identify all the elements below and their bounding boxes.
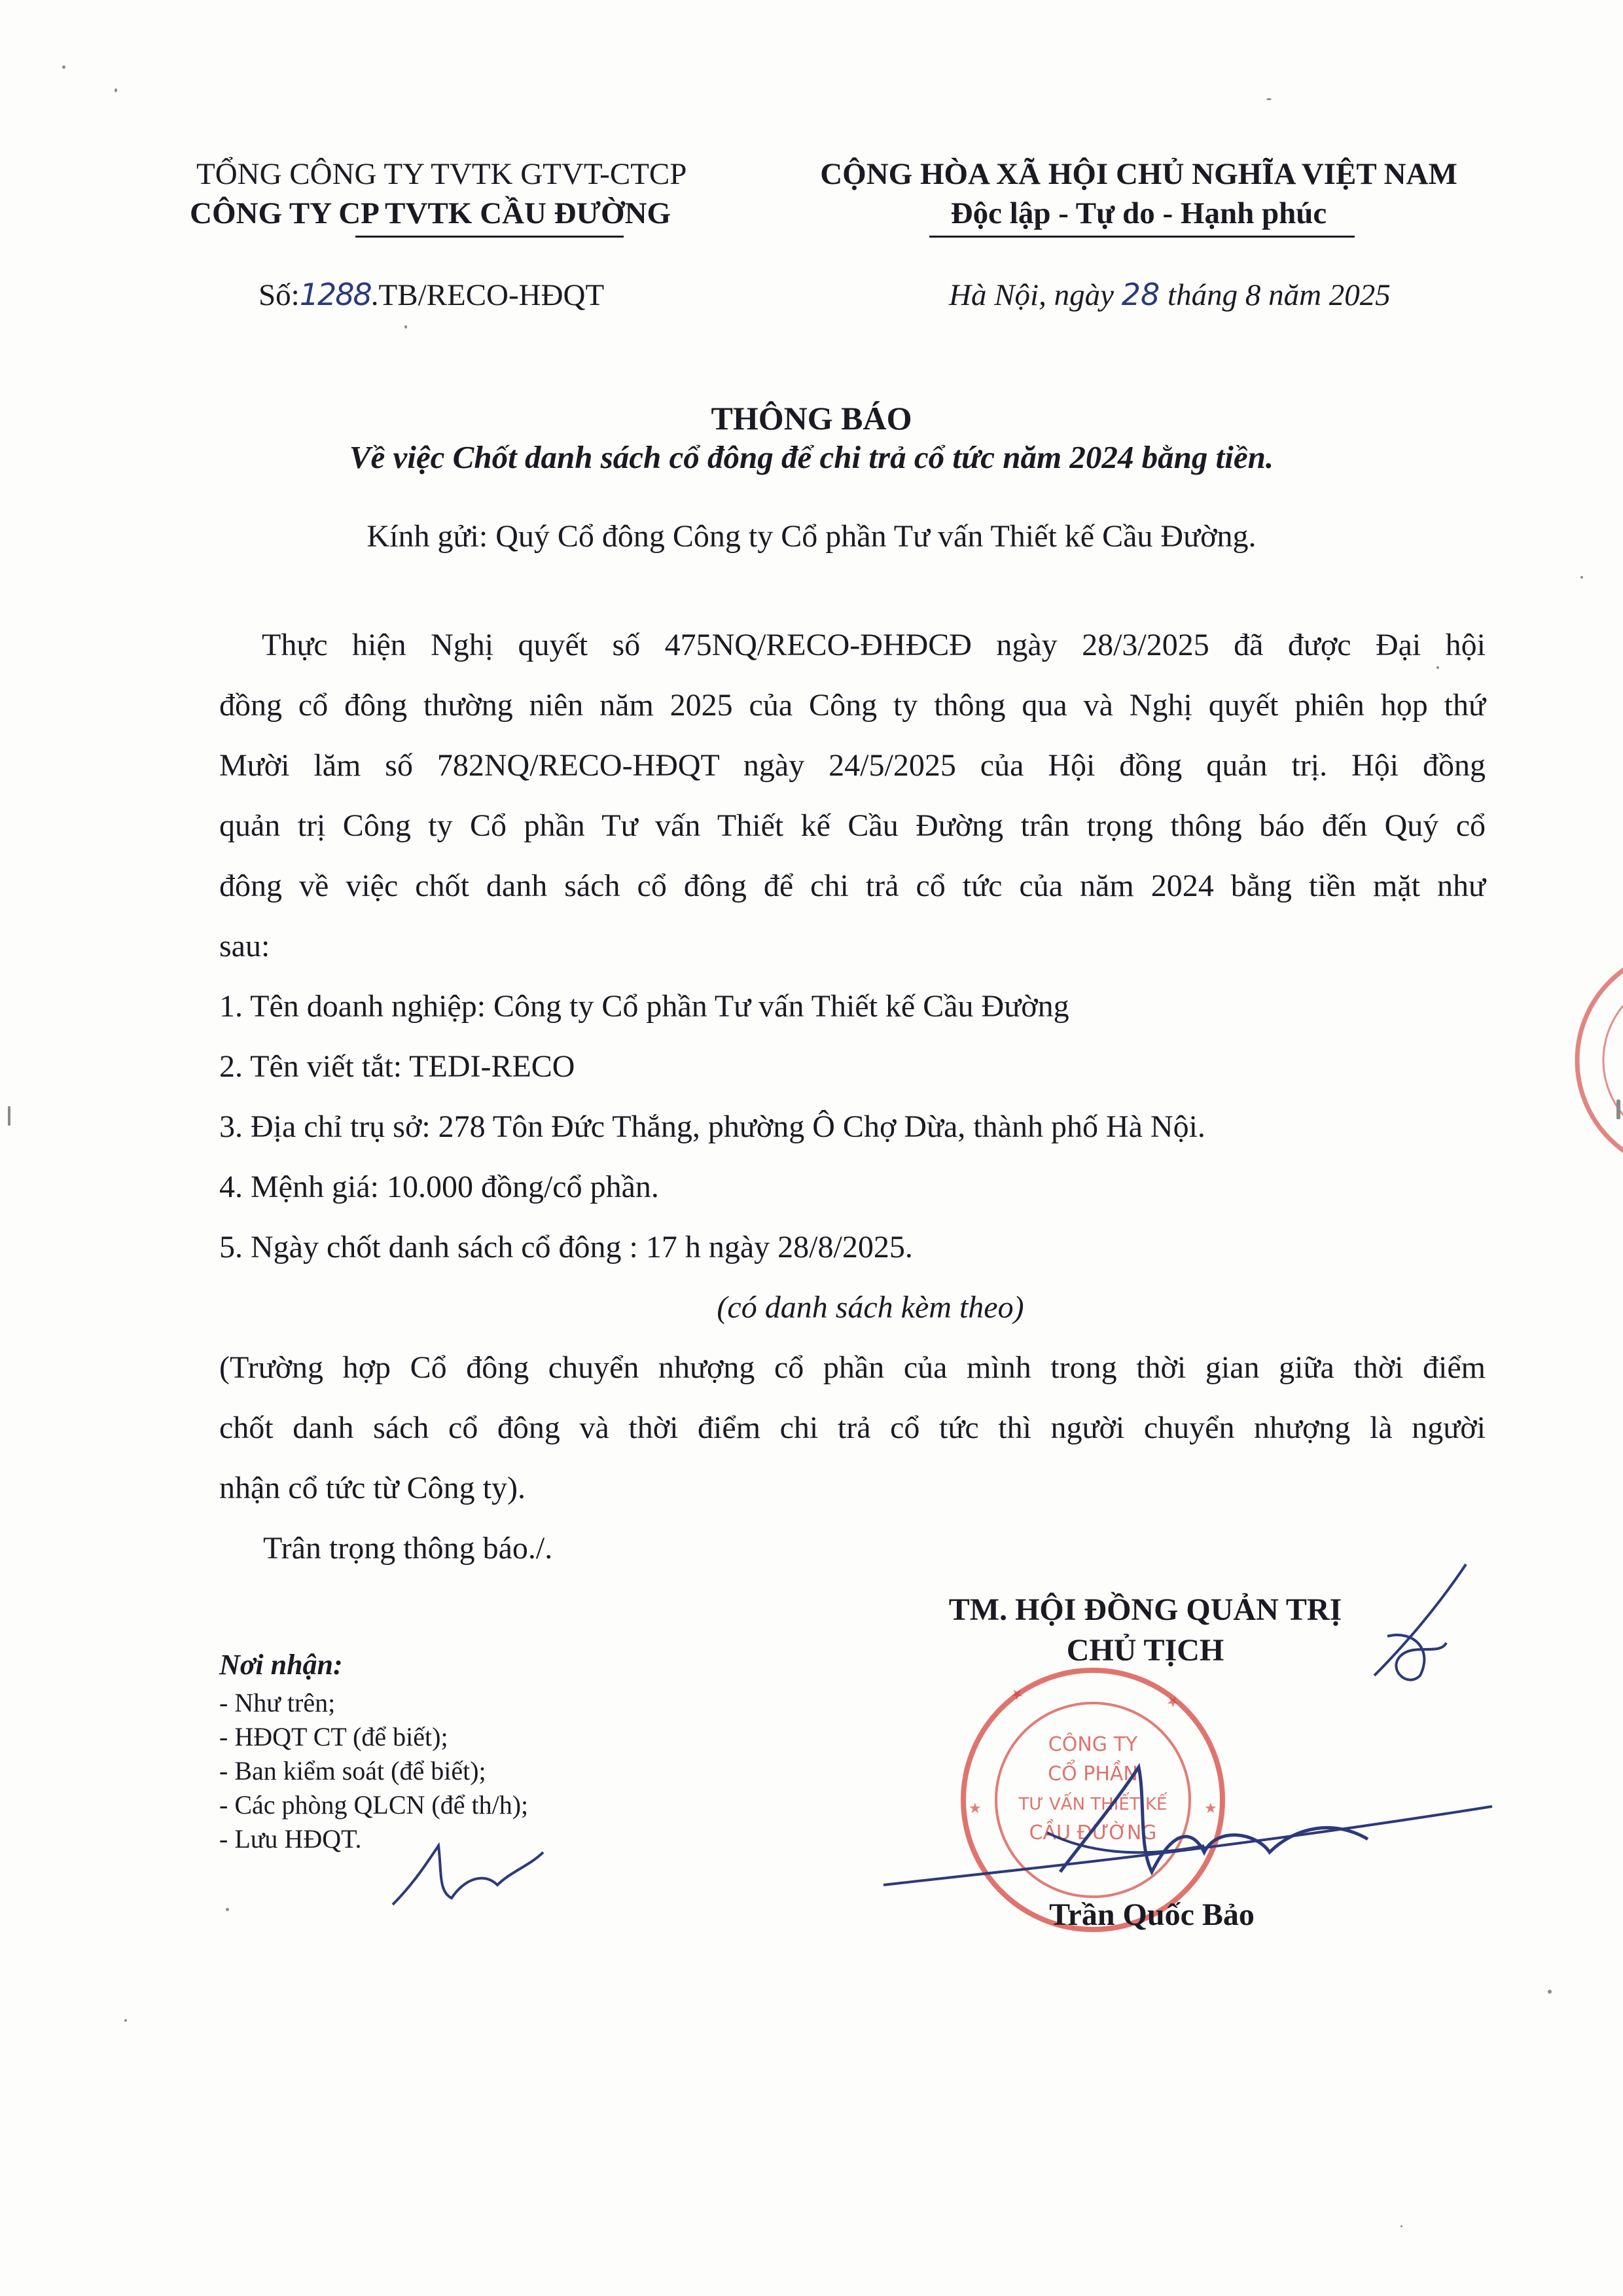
svg-text:★: ★ xyxy=(1162,1691,1183,1713)
scan-speck xyxy=(1436,666,1439,669)
scan-speck xyxy=(115,88,117,92)
intro-line: đông về việc chốt danh sách cổ đông để chi trả cổ tức của năm 2024 bằng tiền mặt như xyxy=(219,869,1486,903)
recipient-item: - Ban kiểm soát (để biết); xyxy=(219,1756,486,1785)
transfer-note-line: chốt danh sách cổ đông và thời điểm chi trả cổ tức thì người chuyển nhượng là người xyxy=(219,1410,1486,1445)
svg-text:★: ★ xyxy=(1007,1684,1027,1705)
scan-speck xyxy=(226,1908,229,1911)
info-item-par-value: 4. Mệnh giá: 10.000 đồng/cổ phần. xyxy=(219,1170,659,1204)
date-day-handwritten: 28 xyxy=(1121,277,1160,312)
org-parent: TỔNG CÔNG TY TVTK GTVT-CTCP xyxy=(196,157,687,191)
scan-speck xyxy=(8,1106,10,1126)
info-item-company-name: 1. Tên doanh nghiệp: Công ty Cổ phần Tư vấn Thiết kế Cầu Đường xyxy=(219,989,1069,1024)
place-date-prefix: Hà Nội, ngày xyxy=(949,278,1114,312)
doc-number-handwritten: 1288 xyxy=(299,277,371,312)
motto: Độc lập - Tự do - Hạnh phúc xyxy=(950,196,1327,230)
place-date-suffix: tháng 8 năm 2025 xyxy=(1168,278,1391,312)
country-name: CỘNG HÒA XÃ HỘI CHỦ NGHĨA VIỆT NAM xyxy=(820,157,1457,191)
initial-mark xyxy=(1342,1551,1486,1695)
scan-speck xyxy=(404,325,407,329)
seal-line: TƯ VẤN THIẾT KẾ xyxy=(1018,1795,1168,1814)
info-item-record-date: 5. Ngày chốt danh sách cổ đông : 17 h ngày 28/8/2025. xyxy=(219,1230,913,1265)
transfer-note-line: nhận cổ tức từ Công ty). xyxy=(219,1471,526,1505)
scan-speck xyxy=(1266,98,1272,100)
recipient-item: - HĐQT CT (để biết); xyxy=(219,1722,448,1751)
notice-subject: Về việc Chốt danh sách cổ đông để chi trả cổ tức năm 2024 bằng tiền. xyxy=(349,439,1274,475)
intro-line: sau: xyxy=(219,929,270,963)
intro-line: đồng cổ đông thường niên năm 2025 của Công ty thông qua và Nghị quyết phiên họp thứ xyxy=(219,688,1486,723)
svg-text:★: ★ xyxy=(969,1801,982,1817)
notice-recipient: Kính gửi: Quý Cổ đông Công ty Cổ phần Tư vấn Thiết kế Cầu Đường. xyxy=(366,519,1257,554)
attachment-note: (có danh sách kèm theo) xyxy=(717,1290,1024,1325)
recipient-item: - Lưu HĐQT. xyxy=(219,1824,362,1854)
signature-on-behalf: TM. HỘI ĐỒNG QUẢN TRỊ xyxy=(948,1592,1342,1627)
intro-line: Mười lăm số 782NQ/RECO-HĐQT ngày 24/5/2025 của Hội đồng quản trị. Hội đồng xyxy=(219,748,1486,783)
signature-role: CHỦ TỊCH xyxy=(1066,1633,1224,1668)
info-item-address: 3. Địa chỉ trụ sở: 278 Tôn Đức Thắng, phường Ô Chợ Dừa, thành phố Hà Nội. xyxy=(219,1109,1205,1144)
intro-line: quản trị Công ty Cổ phần Tư vấn Thiết kế Cầu Đường trân trọng thông báo đến Quý cổ xyxy=(219,808,1486,843)
transfer-note-line: (Trường hợp Cổ đông chuyển nhượng cổ phần của mình trong thời gian giữa thời điểm xyxy=(219,1350,1486,1385)
scan-speck xyxy=(1548,1990,1552,1994)
place-date xyxy=(949,275,1391,315)
org-name: CÔNG TY CP TVTK CẦU ĐƯỜNG xyxy=(190,196,671,230)
scan-speck xyxy=(124,2019,127,2022)
clerk-initial xyxy=(380,1826,550,1918)
doc-number-prefix: Số: xyxy=(259,278,300,312)
intro-line: Thực hiện Nghị quyết số 475NQ/RECO-ĐHĐCĐ ngày 28/3/2025 đã được Đại hội xyxy=(262,628,1486,662)
edge-seal-partial xyxy=(1564,942,1623,1178)
info-item-short-name: 2. Tên viết tắt: TEDI-RECO xyxy=(219,1049,575,1084)
recipient-item: - Các phòng QLCN (để th/h); xyxy=(219,1790,529,1820)
scan-speck xyxy=(1400,2225,1402,2227)
scan-speck xyxy=(62,65,65,69)
seal-line: CÔNG TY xyxy=(1048,1733,1138,1756)
signer-name: Trần Quốc Bảo xyxy=(1049,1897,1255,1932)
seal-line: CẦU ĐƯỜNG xyxy=(1029,1821,1157,1844)
scan-speck xyxy=(1580,576,1583,579)
closing-line: Trân trọng thông báo./. xyxy=(263,1531,553,1566)
recipients-heading: Nơi nhận: xyxy=(219,1649,343,1681)
svg-text:★: ★ xyxy=(1204,1801,1217,1817)
notice-heading: THÔNG BÁO xyxy=(711,400,912,437)
recipient-item: - Như trên; xyxy=(219,1688,336,1717)
doc-number xyxy=(259,275,604,315)
org-underline xyxy=(355,236,624,238)
seal-line: CỔ PHẦN xyxy=(1048,1763,1138,1785)
scan-speck xyxy=(1616,1100,1620,1119)
chairman-signature xyxy=(864,1715,1505,1911)
motto-underline xyxy=(929,236,1355,238)
doc-number-suffix: .TB/RECO-HĐQT xyxy=(370,278,605,312)
